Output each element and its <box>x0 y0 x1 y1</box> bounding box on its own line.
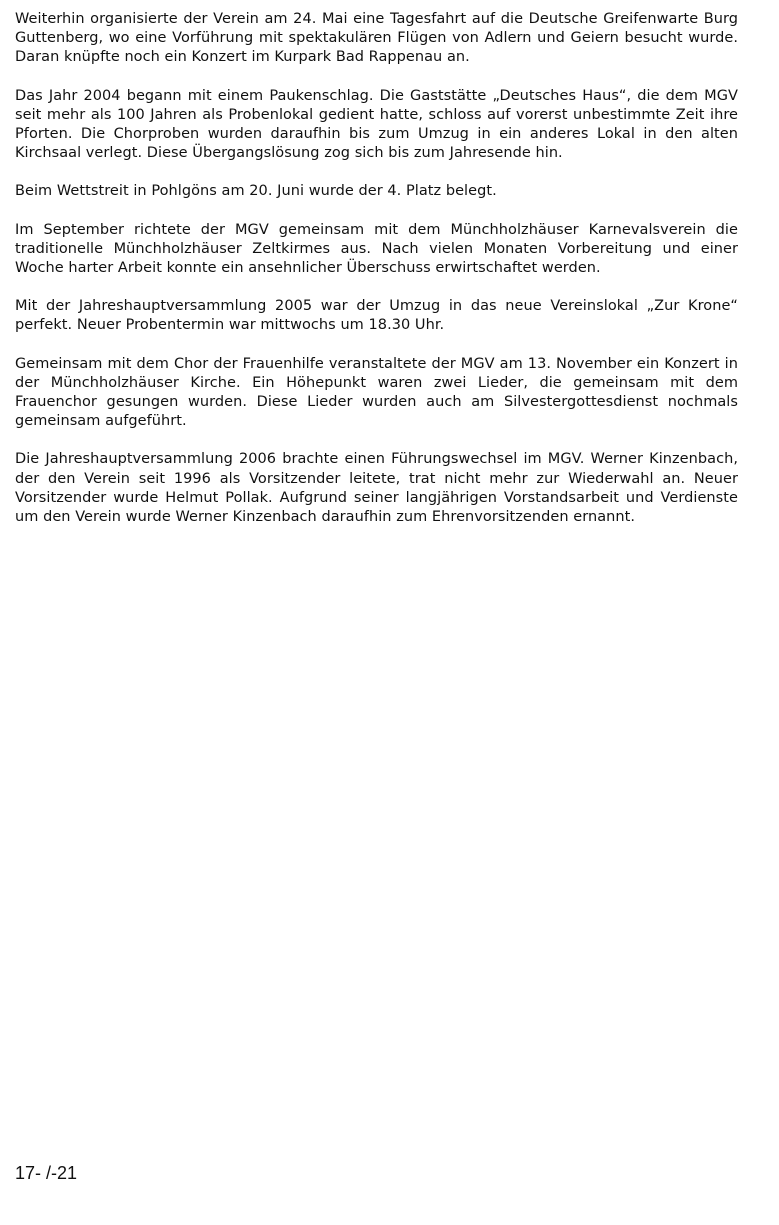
paragraph-zeltkirmes: Im September richtete der MGV gemeinsam mit dem Münchholzhäuser Karnevalsverein die traditionelle Münchholzhäuser Zeltkirmes aus. Nach vielen Monaten Vorbereitung und einer Woche harter Arbeit konnte ein ansehnlicher Überschuss erwirtschaftet werden. <box>15 221 738 277</box>
paragraph-2004-deutsches-haus: Das Jahr 2004 begann mit einem Paukenschlag. Die Gaststätte „Deutsches Haus“, die dem MGV seit mehr als 100 Jahren als Probenlokal gedient hatte, schloss auf vorerst unbestimmte Zeit ihre Pforten. Die Chorproben wurden daraufhin bis zum Umzug in ein anderes Lokal in den alten Kirchsaal verlegt. Diese Übergangslösung zog sich bis zum Jahresende hin. <box>15 87 738 162</box>
paragraph-wettstreit-pohlgoens: Beim Wettstreit in Pohlgöns am 20. Juni wurde der 4. Platz belegt. <box>15 183 497 200</box>
paragraph-jahreshauptversammlung-2005: Mit der Jahreshauptversammlung 2005 war der Umzug in das neue Vereinslokal „Zur Krone“ perfekt. Neuer Probentermin war mittwochs um 18.30 Uhr. <box>15 298 738 334</box>
page-number: 17- /-21 <box>15 1163 78 1183</box>
paragraph-konzert-frauenhilfe: Gemeinsam mit dem Chor der Frauenhilfe veranstaltete der MGV am 13. November ein Konzert in der Münchholzhäuser Kirche. Ein Höhepunkt waren zwei Lieder, die gemeinsam mit dem Frauenchor gesungen wurden. Diese Lieder wurden auch am Silvestergottesdienst nochmals gemeinsam aufgeführt. <box>15 355 738 430</box>
document-body <box>15 10 738 546</box>
paragraph-tagesfahrt: Weiterhin organisierte der Verein am 24. Mai eine Tagesfahrt auf die Deutsche Greifenwarte Burg Guttenberg, wo eine Vorführung mit spektakulären Flügen von Adlern und Geiern besucht wurde. Daran knüpfte noch ein Konzert im Kurpark Bad Rappenau an. <box>15 11 738 66</box>
paragraph-jahreshauptversammlung-2006: Die Jahreshauptversammlung 2006 brachte einen Führungswechsel im MGV. Werner Kinzenbach, der den Verein seit 1996 als Vorsitzender leitete, trat nicht mehr zur Wiederwahl an. Neuer Vorsitzender wurde Helmut Pollak. Aufgrund seiner langjährigen Vorstandsarbeit und Verdienste um den Verein wurde Werner Kinzenbach daraufhin zum Ehrenvorsitzenden ernannt. <box>15 451 738 526</box>
